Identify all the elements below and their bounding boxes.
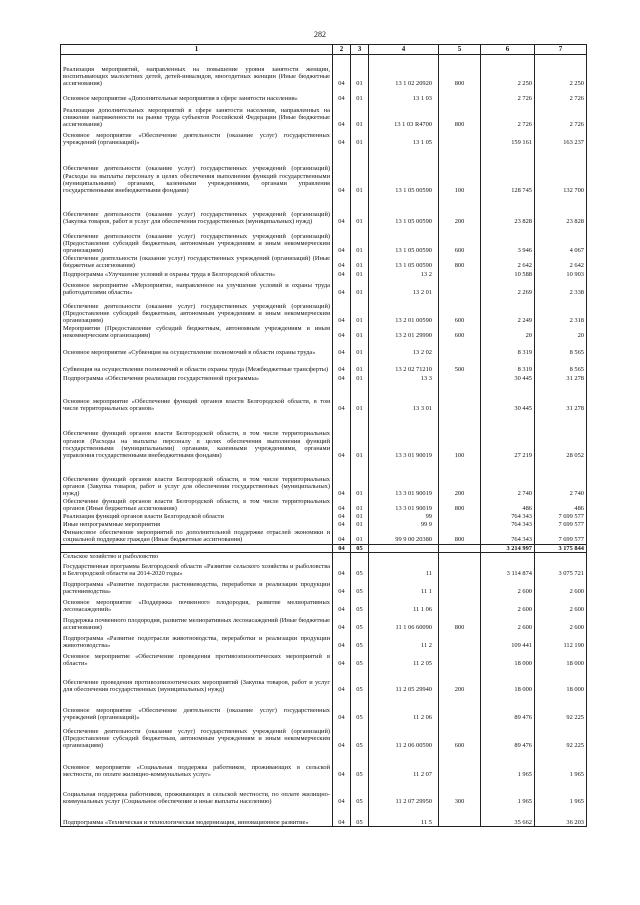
row-cell-col-7: 163 237	[535, 129, 587, 147]
row-cell-col-6: 23 828	[481, 195, 535, 226]
row-name: Финансовое обеспечение мероприятий по дополнительной поддержке отраслей экономики и социальной поддержке граждан (Иные бюджетные ассигнования)	[61, 528, 333, 544]
row-cell-col-6: 18 000	[481, 649, 535, 667]
row-name: Обеспечение деятельности (оказание услуг) государственных учреждений (организаций) (Закупка товаров, работ и услуг для обеспечения государственных (муниципальных) нужд)	[61, 195, 333, 226]
row-name: Основное мероприятие «Обеспечение деятельности (оказание услуг) государственных учреждений (организаций)»	[61, 693, 333, 721]
row-cell-col-2: 04	[333, 255, 351, 270]
row-cell-col-6: 89 476	[481, 721, 535, 749]
table-row	[61, 255, 587, 270]
row-cell-col-2: 04	[333, 357, 351, 374]
row-cell-col-4: 11 2 07 29950	[369, 778, 439, 805]
table-row	[61, 129, 587, 147]
row-cell-col-7: 4 067	[535, 226, 587, 255]
row-cell-col-4: 11 2 05	[369, 649, 439, 667]
row-name: Иные непрограммные мероприятия	[61, 520, 333, 528]
row-name: Основное мероприятие «Субвенция на осуществление полномочий в области охраны труда»	[61, 340, 333, 357]
row-cell-col-6: 2 600	[481, 577, 535, 595]
row-name: Государственная программа Белгородской области «Развитие сельского хозяйства и рыболовства в Белгородской области на 2014-2020 годы»	[61, 560, 333, 577]
row-cell-col-7: 1 965	[535, 749, 587, 778]
row-cell-col-3: 01	[351, 383, 369, 413]
row-cell-col-6: 18 000	[481, 667, 535, 693]
table-row	[61, 544, 587, 552]
table-row	[61, 195, 587, 226]
row-cell-col-4: 13 3 01	[369, 383, 439, 413]
row-cell-col-2: 04	[333, 560, 351, 577]
table-row	[61, 649, 587, 667]
table-row	[61, 749, 587, 778]
row-cell-col-4: 11 2 06	[369, 693, 439, 721]
row-name: Обеспечение функций органов власти Белгородской области, в том числе территориальных органов (Расходы на выплаты персоналу в целях обеспечения выполнения функций государственными (муниципальными) органами, казенными учреждениями, органами управления государственными внебюджетными фондами)	[61, 413, 333, 460]
row-cell-col-2: 04	[333, 195, 351, 226]
row-name: Обеспечение деятельности (оказание услуг) государственных учреждений (организаций) (Предоставление субсидий бюджетным, автономным учреждениям и иным некоммерческим организациям)	[61, 226, 333, 255]
table-row	[61, 340, 587, 357]
row-cell-col-5	[439, 270, 481, 279]
row-cell-col-2: 04	[333, 340, 351, 357]
row-cell-col-5: 800	[439, 613, 481, 631]
table-row	[61, 383, 587, 413]
row-name: Мероприятия (Предоставление субсидий бюджетным, автономным учреждениям и иным некоммерческим организациям)	[61, 325, 333, 340]
table-row	[61, 520, 587, 528]
table-row	[61, 560, 587, 577]
row-cell-col-2: 04	[333, 103, 351, 129]
row-cell-col-6: 3 114 874	[481, 560, 535, 577]
row-cell-col-5	[439, 805, 481, 826]
row-cell-col-2: 04	[333, 55, 351, 88]
row-cell-col-5: 100	[439, 413, 481, 460]
row-cell-col-2: 04	[333, 147, 351, 195]
row-name: Реализация функций органов власти Белгородской области	[61, 512, 333, 520]
row-cell-col-4: 11 2	[369, 631, 439, 649]
row-cell-col-2: 04	[333, 613, 351, 631]
row-cell-col-2: 04	[333, 279, 351, 297]
row-cell-col-5	[439, 577, 481, 595]
row-name: Обеспечение деятельности (оказание услуг) государственных учреждений (организаций) (Иные бюджетные ассигнования)	[61, 255, 333, 270]
row-cell-col-7: 18 000	[535, 649, 587, 667]
row-cell-col-5: 600	[439, 297, 481, 325]
table-row	[61, 721, 587, 749]
table-row	[61, 613, 587, 631]
row-cell-col-7: 7 699 577	[535, 528, 587, 544]
row-cell-col-7: 2 600	[535, 613, 587, 631]
row-cell-col-5	[439, 631, 481, 649]
row-name: Основное мероприятие «Обеспечение проведения противоэпизоотических мероприятий в области»	[61, 649, 333, 667]
row-cell-col-7: 2 726	[535, 103, 587, 129]
row-cell-col-6: 764 343	[481, 512, 535, 520]
table-row	[61, 103, 587, 129]
row-cell-col-3: 01	[351, 460, 369, 498]
row-cell-col-7: 10 903	[535, 270, 587, 279]
row-cell-col-3: 01	[351, 498, 369, 513]
row-cell-col-6	[481, 552, 535, 560]
row-cell-col-7: 2 600	[535, 577, 587, 595]
row-cell-col-4: 13 1 05 00590	[369, 255, 439, 270]
row-name: Сельское хозяйство и рыболовство	[61, 552, 333, 560]
row-cell-col-6: 486	[481, 498, 535, 513]
row-name: Основное мероприятие «Обеспечение функций органов власти Белгородской области, в том числе территориальных органов»	[61, 383, 333, 413]
row-name: Основное мероприятие «Дополнительные мероприятия в сфере занятости населения»	[61, 88, 333, 103]
row-cell-col-2: 04	[333, 595, 351, 613]
row-cell-col-2: 04	[333, 520, 351, 528]
row-cell-col-3: 01	[351, 297, 369, 325]
table-row	[61, 297, 587, 325]
row-cell-col-4: 13 2 01	[369, 279, 439, 297]
row-cell-col-4: 11 1 06	[369, 595, 439, 613]
row-name: Подпрограмма «Развитие подотрасли растениеводства, переработки и реализации продукции растениеводства»	[61, 577, 333, 595]
row-cell-col-2: 04	[333, 805, 351, 826]
row-cell-col-6: 1 965	[481, 749, 535, 778]
row-cell-col-5: 300	[439, 778, 481, 805]
row-cell-col-6: 8 319	[481, 357, 535, 374]
header-col-6: 6	[481, 45, 535, 55]
row-name: Основное мероприятие «Поддержка почвенного плодородия, развитие мелиоративных лесонасаждений»	[61, 595, 333, 613]
table-row	[61, 805, 587, 826]
table-row	[61, 778, 587, 805]
row-cell-col-5: 800	[439, 498, 481, 513]
row-cell-col-5	[439, 520, 481, 528]
row-name: Поддержка почвенного плодородия, развитие мелиоративных лесонасаждений (Иные бюджетные ассигнования)	[61, 613, 333, 631]
row-cell-col-4: 13 3 01 90019	[369, 460, 439, 498]
row-cell-col-6: 128 745	[481, 147, 535, 195]
row-cell-col-5: 100	[439, 147, 481, 195]
row-name: Обеспечение деятельности (оказание услуг) государственных учреждений (организаций) (Предоставление субсидий бюджетным, автономным учреждениям и иным некоммерческим организациям)	[61, 721, 333, 749]
row-cell-col-3: 01	[351, 270, 369, 279]
row-cell-col-2: 04	[333, 512, 351, 520]
row-cell-col-6: 159 161	[481, 129, 535, 147]
row-cell-col-2: 04	[333, 88, 351, 103]
table-row	[61, 88, 587, 103]
row-cell-col-3: 01	[351, 55, 369, 88]
row-cell-col-4: 13 1 03	[369, 88, 439, 103]
row-name: Реализация дополнительных мероприятий в сфере занятости населения, направленных на снижение напряженности на рынке труда субъектов Российской Федерации (Иные бюджетные ассигнования)	[61, 103, 333, 129]
row-cell-col-6: 30 445	[481, 383, 535, 413]
row-cell-col-3: 01	[351, 325, 369, 340]
row-cell-col-7: 20	[535, 325, 587, 340]
row-cell-col-2: 04	[333, 270, 351, 279]
row-cell-col-3: 01	[351, 88, 369, 103]
row-cell-col-4: 11 1 06 60090	[369, 613, 439, 631]
row-cell-col-2: 04	[333, 528, 351, 544]
row-cell-col-3: 01	[351, 279, 369, 297]
row-cell-col-7: 2 600	[535, 595, 587, 613]
row-cell-col-4: 11 5	[369, 805, 439, 826]
row-cell-col-5	[439, 383, 481, 413]
row-cell-col-4: 13 3 01 90019	[369, 413, 439, 460]
row-cell-col-4: 11 1	[369, 577, 439, 595]
row-cell-col-7: 3 175 844	[535, 544, 587, 552]
row-cell-col-4: 11	[369, 560, 439, 577]
row-cell-col-2: 04	[333, 498, 351, 513]
row-cell-col-7: 2 338	[535, 279, 587, 297]
row-name: Субвенция на осуществление полномочий в области охраны труда (Межбюджетные трансферты)	[61, 357, 333, 374]
row-cell-col-2: 04	[333, 749, 351, 778]
row-cell-col-2: 04	[333, 297, 351, 325]
row-cell-col-7: 7 699 577	[535, 520, 587, 528]
row-cell-col-7: 23 828	[535, 195, 587, 226]
row-cell-col-7: 2 740	[535, 460, 587, 498]
row-cell-col-7: 92 225	[535, 693, 587, 721]
row-cell-col-3: 05	[351, 544, 369, 552]
row-cell-col-4: 13 2 02	[369, 340, 439, 357]
row-cell-col-6: 8 319	[481, 340, 535, 357]
table-row	[61, 279, 587, 297]
row-name: Основное мероприятие «Обеспечение деятельности (оказание услуг) государственных учреждений (организаций)»	[61, 129, 333, 147]
row-cell-col-5: 200	[439, 667, 481, 693]
row-cell-col-6: 2 642	[481, 255, 535, 270]
row-cell-col-7: 3 075 721	[535, 560, 587, 577]
row-cell-col-3: 01	[351, 520, 369, 528]
row-cell-col-3: 01	[351, 103, 369, 129]
row-cell-col-7: 2 642	[535, 255, 587, 270]
table-body	[61, 55, 587, 827]
row-cell-col-6: 3 214 997	[481, 544, 535, 552]
row-cell-col-5	[439, 552, 481, 560]
row-cell-col-5: 600	[439, 721, 481, 749]
row-cell-col-2: 04	[333, 226, 351, 255]
row-cell-col-5: 800	[439, 103, 481, 129]
row-cell-col-7: 132 700	[535, 147, 587, 195]
row-name	[61, 544, 333, 552]
row-cell-col-3: 05	[351, 749, 369, 778]
table-row	[61, 528, 587, 544]
row-cell-col-5	[439, 595, 481, 613]
row-cell-col-3: 05	[351, 667, 369, 693]
row-cell-col-3: 01	[351, 129, 369, 147]
table-row	[61, 270, 587, 279]
row-cell-col-7: 28 052	[535, 413, 587, 460]
row-cell-col-7: 112 190	[535, 631, 587, 649]
row-cell-col-3: 05	[351, 631, 369, 649]
row-cell-col-6: 2 250	[481, 55, 535, 88]
row-cell-col-7: 8 565	[535, 357, 587, 374]
row-cell-col-4: 13 1 02 20920	[369, 55, 439, 88]
row-name: Обеспечение проведения противоэпизоотических мероприятий (Закупка товаров, работ и услуг для обеспечения государственных (муниципальных) нужд)	[61, 667, 333, 693]
row-cell-col-3: 05	[351, 649, 369, 667]
row-cell-col-6: 2 726	[481, 103, 535, 129]
table-row	[61, 577, 587, 595]
table-row	[61, 226, 587, 255]
row-cell-col-5	[439, 544, 481, 552]
row-cell-col-3	[351, 552, 369, 560]
row-cell-col-2: 04	[333, 544, 351, 552]
header-col-3: 3	[351, 45, 369, 55]
row-cell-col-4: 13 3 01 90019	[369, 498, 439, 513]
row-name: Обеспечение функций органов власти Белгородской области, в том числе территориальных органов (Закупка товаров, работ и услуг для обеспечения государственных (муниципальных) нужд)	[61, 460, 333, 498]
row-cell-col-7: 8 565	[535, 340, 587, 357]
row-cell-col-4: 13 2 01 29990	[369, 325, 439, 340]
row-name: Подпрограмма «Развитие подотрасли животноводства, переработки и реализации продукции животноводства»	[61, 631, 333, 649]
row-name: Подпрограмма «Техническая и технологическая модернизация, инновационное развитие»	[61, 805, 333, 826]
row-cell-col-3: 01	[351, 340, 369, 357]
row-cell-col-6: 2 740	[481, 460, 535, 498]
row-cell-col-7: 1 965	[535, 778, 587, 805]
row-cell-col-3: 05	[351, 805, 369, 826]
row-cell-col-5	[439, 340, 481, 357]
table-row	[61, 552, 587, 560]
table-row	[61, 325, 587, 340]
row-cell-col-4: 99	[369, 512, 439, 520]
row-name: Обеспечение деятельности (оказание услуг) государственных учреждений (организаций) (Расходы на выплаты персоналу в целях обеспечения выполнения функций государственными (муниципальными) органами, казенными учреждениями, органами управления государственными внебюджетными фондами)	[61, 147, 333, 195]
header-col-5: 5	[439, 45, 481, 55]
row-cell-col-5: 800	[439, 528, 481, 544]
row-cell-col-3: 05	[351, 778, 369, 805]
row-cell-col-6: 89 476	[481, 693, 535, 721]
row-cell-col-2: 04	[333, 631, 351, 649]
row-cell-col-4: 11 2 07	[369, 749, 439, 778]
row-cell-col-5	[439, 279, 481, 297]
row-name: Подпрограмма «Обеспечение реализации государственной программы»	[61, 374, 333, 383]
row-cell-col-6: 10 588	[481, 270, 535, 279]
table-row	[61, 693, 587, 721]
row-cell-col-3: 05	[351, 693, 369, 721]
row-cell-col-6: 2 269	[481, 279, 535, 297]
table-row	[61, 357, 587, 374]
row-cell-col-4: 13 1 05 00590	[369, 226, 439, 255]
row-cell-col-7: 2 318	[535, 297, 587, 325]
row-cell-col-3: 05	[351, 595, 369, 613]
row-cell-col-3: 01	[351, 147, 369, 195]
row-cell-col-7: 31 278	[535, 383, 587, 413]
row-cell-col-3: 01	[351, 413, 369, 460]
row-cell-col-4: 13 1 05	[369, 129, 439, 147]
row-cell-col-6: 2 249	[481, 297, 535, 325]
row-cell-col-2: 04	[333, 413, 351, 460]
table-row	[61, 631, 587, 649]
row-cell-col-3: 05	[351, 613, 369, 631]
row-cell-col-5	[439, 129, 481, 147]
row-cell-col-3: 01	[351, 374, 369, 383]
row-cell-col-2: 04	[333, 649, 351, 667]
table-row	[61, 147, 587, 195]
table-row	[61, 374, 587, 383]
row-cell-col-2: 04	[333, 778, 351, 805]
table-row	[61, 55, 587, 88]
row-cell-col-5	[439, 512, 481, 520]
row-cell-col-4: 13 1 03 R4700	[369, 103, 439, 129]
row-cell-col-7: 7 699 577	[535, 512, 587, 520]
row-cell-col-3: 05	[351, 721, 369, 749]
row-name: Подпрограмма «Улучшение условий и охраны труда в Белгородской области»	[61, 270, 333, 279]
row-cell-col-4: 99 9 00 20380	[369, 528, 439, 544]
row-cell-col-4: 13 1 05 00590	[369, 195, 439, 226]
header-col-2: 2	[333, 45, 351, 55]
row-cell-col-5	[439, 749, 481, 778]
row-cell-col-2: 04	[333, 460, 351, 498]
table-row	[61, 413, 587, 460]
budget-table	[60, 44, 587, 827]
row-cell-col-2: 04	[333, 374, 351, 383]
row-cell-col-5: 800	[439, 255, 481, 270]
row-cell-col-6: 2 600	[481, 613, 535, 631]
row-cell-col-5: 600	[439, 226, 481, 255]
row-cell-col-6: 35 662	[481, 805, 535, 826]
row-cell-col-5: 500	[439, 357, 481, 374]
row-cell-col-2: 04	[333, 325, 351, 340]
row-cell-col-2	[333, 552, 351, 560]
row-cell-col-4: 13 1 05 00590	[369, 147, 439, 195]
row-name: Реализация мероприятий, направленных на повышение уровня занятости женщин, воспитывающих малолетних детей, детей-инвалидов, многодетных женщин (Иные бюджетные ассигнования)	[61, 55, 333, 88]
row-cell-col-7: 486	[535, 498, 587, 513]
row-cell-col-6: 109 441	[481, 631, 535, 649]
row-cell-col-7: 2 726	[535, 88, 587, 103]
row-cell-col-6: 2 726	[481, 88, 535, 103]
row-cell-col-4: 99 9	[369, 520, 439, 528]
row-name: Основное мероприятие «Мероприятие, направленное на улучшение условий и охраны труда работодателями области»	[61, 279, 333, 297]
row-cell-col-5: 600	[439, 325, 481, 340]
row-cell-col-5	[439, 649, 481, 667]
row-cell-col-3: 01	[351, 255, 369, 270]
table-row	[61, 460, 587, 498]
row-cell-col-4: 13 2	[369, 270, 439, 279]
row-cell-col-6: 2 600	[481, 595, 535, 613]
row-cell-col-2: 04	[333, 577, 351, 595]
row-name: Социальная поддержка работников, проживающих в сельской местности, по оплате жилищно-коммунальных услуг (Социальное обеспечение и иные выплаты населению)	[61, 778, 333, 805]
header-col-7: 7	[535, 45, 587, 55]
row-cell-col-5	[439, 88, 481, 103]
table-row	[61, 667, 587, 693]
row-cell-col-2: 04	[333, 693, 351, 721]
row-cell-col-5	[439, 560, 481, 577]
row-cell-col-4: 11 2 05 29940	[369, 667, 439, 693]
row-cell-col-4	[369, 544, 439, 552]
row-cell-col-6: 30 445	[481, 374, 535, 383]
row-cell-col-6: 1 965	[481, 778, 535, 805]
header-row	[61, 45, 587, 55]
table-row	[61, 498, 587, 513]
row-cell-col-5: 800	[439, 55, 481, 88]
row-cell-col-3: 05	[351, 577, 369, 595]
row-cell-col-7: 2 250	[535, 55, 587, 88]
table-row	[61, 595, 587, 613]
row-cell-col-4: 13 3	[369, 374, 439, 383]
row-cell-col-3: 01	[351, 512, 369, 520]
row-cell-col-6: 20	[481, 325, 535, 340]
header-col-1: 1	[61, 45, 333, 55]
row-cell-col-3: 01	[351, 528, 369, 544]
row-name: Основное мероприятие «Социальная поддержка работников, проживающих в сельской местности, по оплате жилищно-коммунальных услуг»	[61, 749, 333, 778]
row-cell-col-4	[369, 552, 439, 560]
row-cell-col-7: 36 203	[535, 805, 587, 826]
row-cell-col-4: 13 2 02 71210	[369, 357, 439, 374]
table-row	[61, 512, 587, 520]
row-cell-col-6: 764 343	[481, 520, 535, 528]
row-cell-col-4: 11 2 06 00590	[369, 721, 439, 749]
page-number: 282	[314, 30, 326, 39]
row-cell-col-3: 01	[351, 226, 369, 255]
row-cell-col-5	[439, 374, 481, 383]
row-cell-col-5	[439, 693, 481, 721]
row-cell-col-5: 200	[439, 195, 481, 226]
row-cell-col-5: 200	[439, 460, 481, 498]
row-cell-col-6: 27 219	[481, 413, 535, 460]
header-col-4: 4	[369, 45, 439, 55]
row-cell-col-2: 04	[333, 129, 351, 147]
row-name: Обеспечение деятельности (оказание услуг) государственных учреждений (организаций) (Предоставление субсидий бюджетным, автономным учреждениям и иным некоммерческим организациям)	[61, 297, 333, 325]
row-cell-col-3: 05	[351, 560, 369, 577]
row-cell-col-3: 01	[351, 195, 369, 226]
row-cell-col-2: 04	[333, 721, 351, 749]
row-cell-col-4: 13 2 01 00590	[369, 297, 439, 325]
row-cell-col-7: 31 278	[535, 374, 587, 383]
row-cell-col-3: 01	[351, 357, 369, 374]
row-name: Обеспечение функций органов власти Белгородской области, в том числе территориальных органов (Иные бюджетные ассигнования)	[61, 498, 333, 513]
row-cell-col-2: 04	[333, 383, 351, 413]
row-cell-col-7: 92 225	[535, 721, 587, 749]
row-cell-col-7: 18 000	[535, 667, 587, 693]
row-cell-col-7	[535, 552, 587, 560]
row-cell-col-6: 3 946	[481, 226, 535, 255]
row-cell-col-6: 764 343	[481, 528, 535, 544]
row-cell-col-2: 04	[333, 667, 351, 693]
